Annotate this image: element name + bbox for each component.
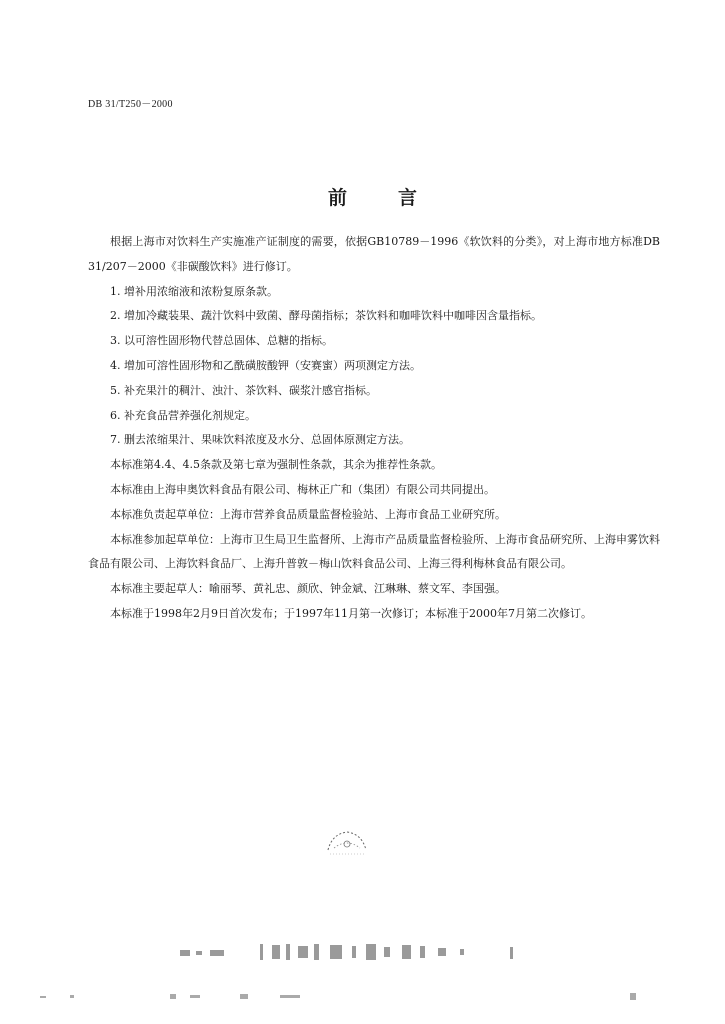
paragraph-history: 本标准于1998年2月9日首次发布；于1997年11月第一次修订；本标准于2000年7月第二次修订。 [110, 606, 592, 620]
scan-noise-icon [180, 942, 530, 962]
list-item: 7. 删去浓缩果汁、果味饮料浓度及水分、总固体原测定方法。 [110, 433, 410, 447]
list-item: 3. 以可溶性固形物代替总固体、总糖的指标。 [110, 334, 333, 348]
paragraph-intro: 根据上海市对饮料生产实施准产证制度的需要，依据GB10789－1996《软饮料的分类》，对上海市地方标准DB 31/207－2000《非碳酸饮料》进行修订。 [88, 235, 660, 273]
foreword-body [88, 230, 660, 627]
faint-stamp-icon [322, 824, 372, 860]
paragraph-drafting-lead: 本标准负责起草单位：上海市营养食品质量监督检验站、上海市食品工业研究所。 [110, 507, 506, 521]
title-char-2: 言 [398, 187, 418, 209]
list-item: 4. 增加可溶性固形物和乙酰磺胺酸钾（安赛蜜）两项测定方法。 [110, 358, 421, 372]
list-item: 2. 增加冷藏装果、蔬汁饮料中致菌、酵母菌指标；茶饮料和咖啡饮料中咖啡因含量指标。 [110, 309, 542, 323]
scan-edge-marks-icon [40, 990, 660, 1004]
title-char-1: 前 [328, 187, 348, 209]
list-item: 1. 增补用浓缩液和浓粉复原条款。 [110, 284, 278, 298]
paragraph-drafters: 本标准主要起草人：喻丽琴、黄礼忠、颜欣、钟金斌、江琳琳、蔡文军、李国强。 [110, 582, 506, 596]
list-item: 5. 补充果汁的稠汁、浊汁、茶饮料、碳浆汁感官指标。 [110, 383, 377, 397]
paragraph-mandatory-clauses: 本标准第4.4、4.5条款及第七章为强制性条款，其余为推荐性条款。 [110, 458, 442, 472]
list-item: 6. 补充食品营养强化剂规定。 [110, 408, 256, 422]
paragraph-drafting-participants: 本标准参加起草单位：上海市卫生局卫生监督所、上海市产品质量监督检验所、上海市食品研究所、上海申雾饮料食品有限公司、上海饮料食品厂、上海升普敦－梅山饮料食品公司、上海三得利梅林食品有限公司。 [88, 532, 660, 571]
document-code: DB 31/T250－2000 [88, 99, 173, 110]
paragraph-proposer: 本标准由上海申奥饮料食品有限公司、梅林正广和（集团）有限公司共同提出。 [110, 482, 495, 496]
